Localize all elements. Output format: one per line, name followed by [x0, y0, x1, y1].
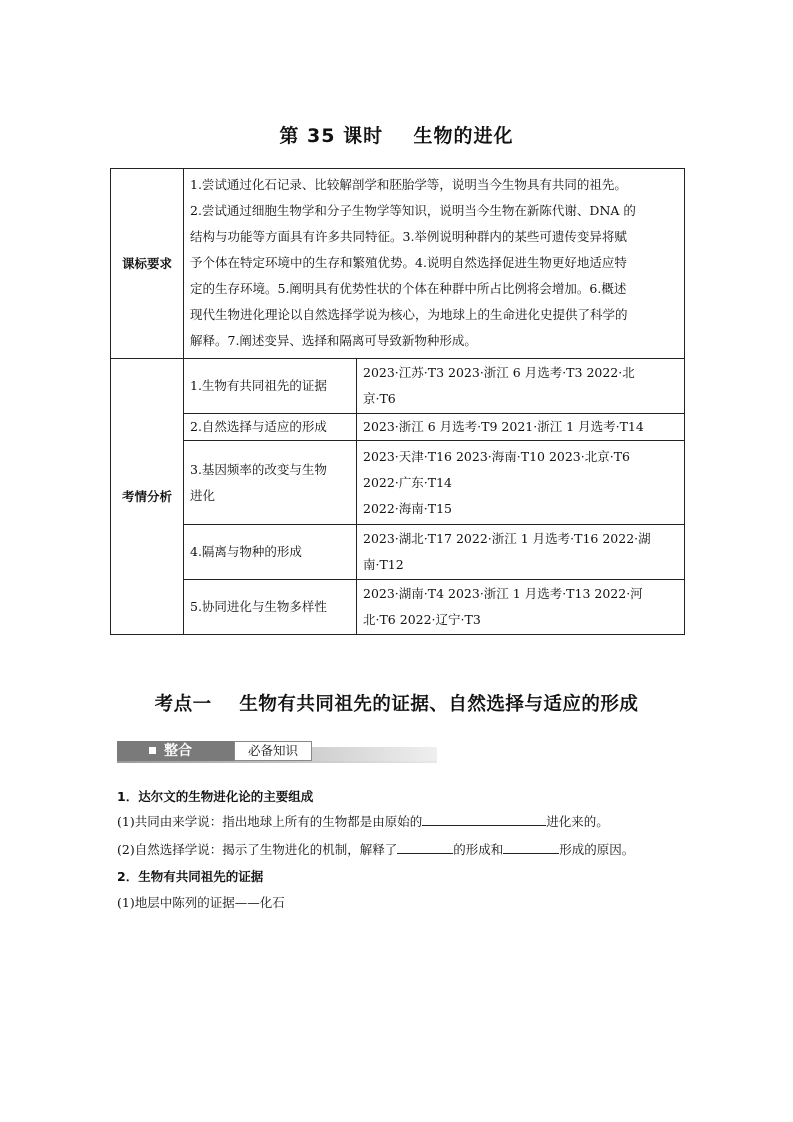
analysis-topic: [184, 525, 357, 580]
section-title: 考点一 生物有共同祖先的证据、自然选择与适应的形成: [154, 694, 639, 715]
analysis-row: [111, 414, 685, 441]
topic-line: 4.隔离与物种的形成: [190, 544, 302, 559]
requirement-line: 予个体在特定环境中的生存和繁殖优势。4.说明自然选择促进生物更好地适应特: [190, 255, 627, 270]
p2-middle: 的形成和: [453, 842, 504, 857]
analysis-exams: [357, 525, 685, 580]
requirement-line: 2.尝试通过细胞生物学和分子生物学等知识，说明当今生物在新陈代谢、DNA 的: [190, 203, 636, 218]
exam-line: 南·T12: [363, 557, 404, 572]
topic-line: 进化: [190, 487, 216, 503]
p1-after: 进化来的。: [546, 814, 609, 829]
banner-fade: [312, 747, 437, 761]
analysis-row: [111, 359, 685, 414]
exam-line: 2023·湖北·T17 2022·浙江 1 月选考·T16 2022·湖: [363, 531, 651, 546]
p2-after: 形成的原因。: [559, 842, 635, 857]
exam-line: 2023·浙江 6 月选考·T9 2021·浙江 1 月选考·T14: [363, 419, 644, 434]
requirement-line: 解释。7.阐述变异、选择和隔离可导致新物种形成。: [190, 333, 477, 348]
fill-blank[interactable]: [397, 841, 453, 854]
exam-line: 2022·海南·T15: [363, 500, 453, 516]
analysis-row: [111, 441, 685, 525]
analysis-topic: [184, 580, 357, 635]
banner-underline: [117, 761, 437, 763]
requirements-cell: [184, 169, 685, 359]
p2-before: (2)自然选择学说：揭示了生物进化的机制，解释了: [117, 842, 398, 857]
analysis-exams: [357, 359, 685, 414]
topic-line: 3.基因频率的改变与生物: [190, 461, 327, 477]
analysis-topic: [184, 359, 357, 414]
banner-dark-label: 整合: [164, 743, 192, 759]
content-paragraph-2: [117, 840, 634, 858]
curriculum-table: [110, 168, 685, 635]
exam-line: 2022·广东·T14: [363, 474, 453, 490]
square-icon: [149, 747, 156, 754]
analysis-exams: [357, 441, 685, 525]
analysis-row: [111, 580, 685, 635]
section-banner: [117, 741, 437, 763]
exam-line: 2023·天津·T16 2023·海南·T10 2023·北京·T6: [363, 448, 630, 464]
analysis-row: [111, 525, 685, 580]
banner-dark-tab: [117, 741, 234, 761]
p1-before: (1)共同由来学说：指出地球上所有的生物都是由原始的: [117, 814, 423, 829]
analysis-exams: [357, 414, 685, 441]
requirement-line: 1.尝试通过化石记录、比较解剖学和胚胎学等，说明当今生物具有共同的祖先。: [190, 177, 627, 192]
analysis-topic: [184, 414, 357, 441]
content-paragraph-1: [117, 812, 609, 830]
exam-line: 2023·江苏·T3 2023·浙江 6 月选考·T3 2022·北: [363, 365, 635, 380]
requirement-line: 定的生存环境。5.阐明具有优势性状的个体在种群中所占比例将会增加。6.概述: [190, 281, 627, 296]
lesson-title: 第 35 课时 生物的进化: [279, 125, 514, 147]
requirement-line: 现代生物进化理论以自然选择学说为核心，为地球上的生命进化史提供了科学的: [190, 307, 628, 322]
content-heading-2: 2．生物有共同祖先的证据: [117, 869, 264, 884]
requirement-line: 结构与功能等方面具有许多共同特征。3.举例说明种群内的某些可遗传变异将赋: [190, 229, 627, 244]
content-paragraph-3: (1)地层中陈列的证据——化石: [117, 895, 285, 910]
topic-line: 5.协同进化与生物多样性: [190, 599, 327, 614]
topic-line: 2.自然选择与适应的形成: [190, 419, 327, 434]
exam-line: 北·T6 2022·辽宁·T3: [363, 612, 481, 627]
analysis-header: 考情分析: [111, 359, 184, 635]
content-heading-1: 1．达尔文的生物进化论的主要组成: [117, 789, 314, 804]
requirements-row: [111, 169, 685, 359]
analysis-exams: [357, 580, 685, 635]
requirements-header: 课标要求: [111, 169, 184, 359]
fill-blank[interactable]: [503, 841, 559, 854]
analysis-topic: [184, 441, 357, 525]
topic-line: 1.生物有共同祖先的证据: [190, 378, 327, 393]
exam-line: 京·T6: [363, 391, 396, 406]
exam-line: 2023·湖南·T4 2023·浙江 1 月选考·T13 2022·河: [363, 586, 643, 601]
fill-blank[interactable]: [422, 813, 546, 826]
banner-light-label: 必备知识: [234, 741, 312, 761]
